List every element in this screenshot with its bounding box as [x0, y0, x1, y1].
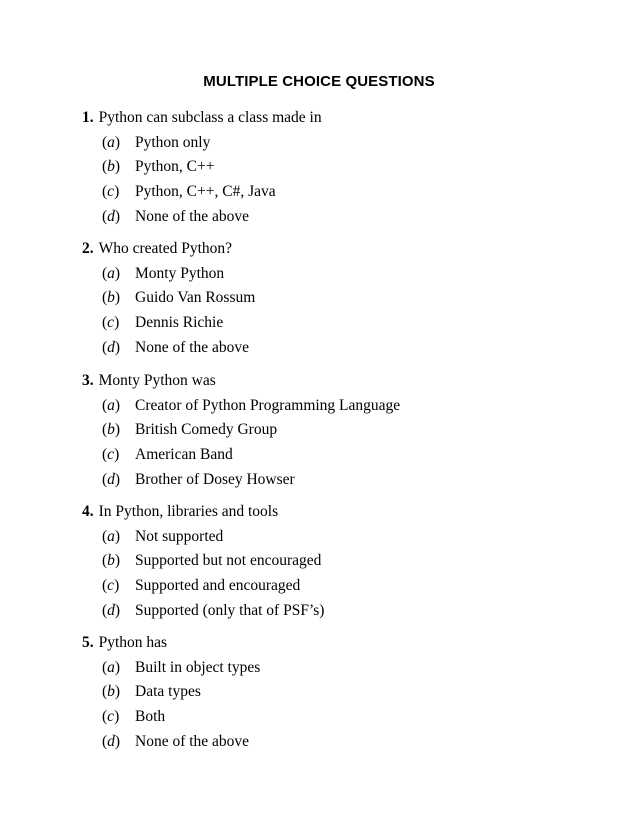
question-5: [82, 633, 167, 653]
page-title: MULTIPLE CHOICE QUESTIONS: [203, 73, 435, 90]
option-letter: (c): [102, 577, 120, 595]
option-d: [102, 732, 249, 752]
option-text: British Comedy Group: [135, 421, 278, 439]
option-letter: (b): [102, 683, 121, 701]
option-d: [102, 470, 295, 490]
option-b: [102, 682, 201, 702]
question-text: In Python, libraries and tools: [98, 503, 279, 520]
option-letter: (d): [102, 338, 121, 356]
option-a: [102, 658, 260, 678]
question-2: [82, 239, 232, 259]
question-number: 4.: [82, 503, 94, 520]
option-text: Supported but not encouraged: [135, 552, 322, 570]
option-letter: (b): [102, 421, 121, 439]
question-text: Monty Python was: [98, 372, 216, 389]
option-letter: (d): [102, 732, 121, 750]
option-text: American Band: [135, 446, 233, 464]
option-text: None of the above: [135, 732, 250, 750]
option-letter: (d): [102, 601, 121, 619]
option-a: [102, 396, 400, 416]
option-text: None of the above: [135, 207, 250, 225]
option-letter: (a): [102, 658, 121, 676]
option-letter: (b): [102, 289, 121, 307]
question-number: 3.: [82, 372, 94, 389]
question-4: [82, 502, 278, 522]
option-text: Python only: [135, 133, 211, 151]
option-letter: (b): [102, 158, 121, 176]
option-a: [102, 133, 210, 153]
option-c: [102, 576, 300, 596]
option-letter: (c): [102, 708, 120, 726]
option-text: Brother of Dosey Howser: [135, 470, 295, 488]
question-1: [82, 108, 322, 128]
option-text: Supported and encouraged: [135, 577, 301, 595]
option-text: Monty Python: [135, 264, 225, 282]
question-3: [82, 371, 216, 391]
option-text: Guido Van Rossum: [135, 289, 256, 307]
option-text: Dennis Richie: [135, 314, 224, 332]
question-text: Python can subclass a class made in: [98, 109, 322, 126]
option-text: None of the above: [135, 338, 250, 356]
question-number: 1.: [82, 109, 94, 126]
option-letter: (b): [102, 552, 121, 570]
option-letter: (c): [102, 314, 120, 332]
option-letter: (a): [102, 133, 121, 151]
option-b: [102, 288, 255, 308]
question-text: Who created Python?: [98, 240, 233, 257]
option-text: Python, C++: [135, 158, 215, 176]
option-a: [102, 264, 224, 284]
option-letter: (d): [102, 207, 121, 225]
option-b: [102, 551, 321, 571]
option-text: Not supported: [135, 527, 224, 545]
option-text: Supported (only that of PSF’s): [135, 601, 325, 619]
option-text: Creator of Python Programming Language: [135, 396, 401, 414]
option-letter: (d): [102, 470, 121, 488]
option-text: Python, C++, C#, Java: [135, 183, 276, 201]
option-letter: (a): [102, 527, 121, 545]
option-letter: (c): [102, 183, 120, 201]
option-d: [102, 601, 324, 621]
option-c: [102, 313, 223, 333]
option-c: [102, 182, 276, 202]
question-text: Python has: [98, 634, 168, 651]
option-text: Data types: [135, 683, 201, 701]
option-d: [102, 207, 249, 227]
option-text: Built in object types: [135, 658, 261, 676]
option-letter: (c): [102, 446, 120, 464]
option-b: [102, 420, 277, 440]
option-b: [102, 157, 215, 177]
option-a: [102, 527, 223, 547]
option-c: [102, 445, 233, 465]
question-number: 5.: [82, 634, 94, 651]
option-d: [102, 338, 249, 358]
option-letter: (a): [102, 264, 121, 282]
option-letter: (a): [102, 396, 121, 414]
option-c: [102, 707, 165, 727]
question-number: 2.: [82, 240, 94, 257]
option-text: Both: [135, 708, 166, 726]
